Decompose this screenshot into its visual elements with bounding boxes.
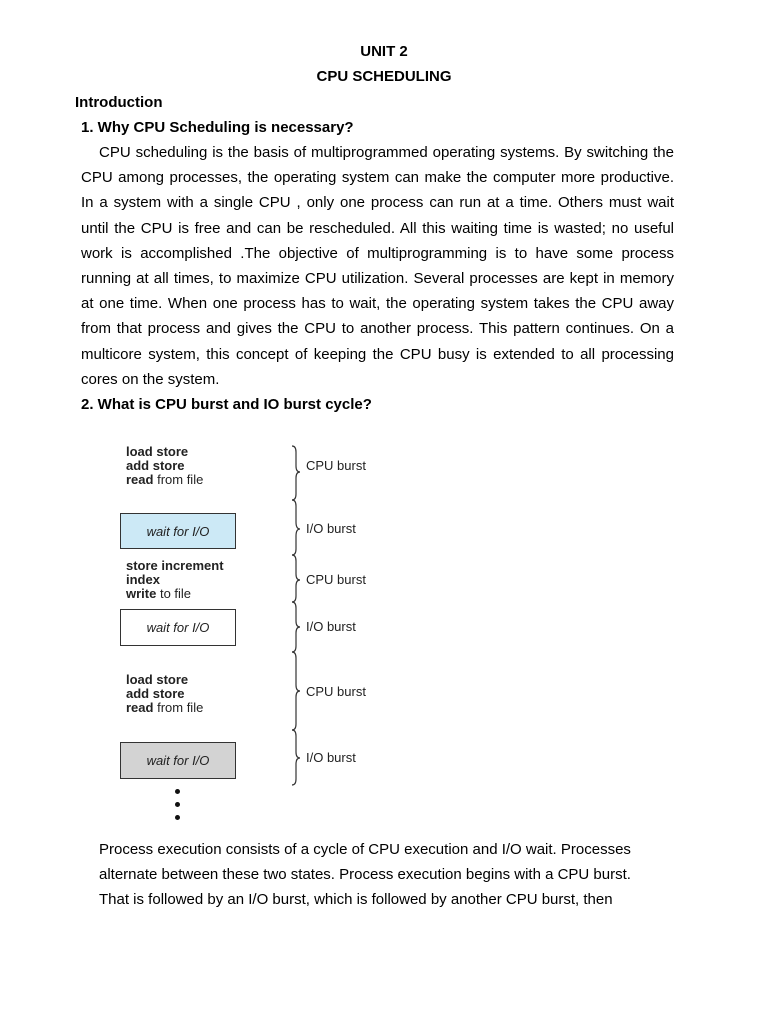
code-keyword: read <box>126 472 154 487</box>
brace-io-1 <box>292 500 300 555</box>
continuation-dot <box>175 815 180 820</box>
code-line: load store <box>126 444 189 459</box>
code-line <box>126 473 203 487</box>
code-block-2 <box>126 559 224 601</box>
code-rest: from file <box>153 472 204 487</box>
code-rest: from file <box>153 700 204 715</box>
continuation-dot <box>175 789 180 794</box>
burst-label-io-3: I/O burst <box>306 750 356 765</box>
brace-io-2 <box>292 602 300 652</box>
code-line: add store <box>126 686 185 701</box>
burst-label-io-1: I/O burst <box>306 521 356 536</box>
code-block-1 <box>126 445 203 487</box>
burst-label-io-2: I/O burst <box>306 619 356 634</box>
braces-svg <box>283 440 305 790</box>
closing-line-3: That is followed by an I/O burst, which is followed by another CPU burst, then <box>99 891 613 909</box>
intro-heading: Introduction <box>75 94 163 111</box>
q1-heading: 1. Why CPU Scheduling is necessary? <box>81 119 354 136</box>
q1-paragraph-text: CPU scheduling is the basis of multiprogrammed operating systems. By switching the CPU among processes, the operating system can make the computer more productive. In a system with a single CPU , only one process can run at a time. Others must wait until the CPU is free and can be rescheduled. All this waiting time is wasted; no useful work is accomplished .The objective of multiprogramming is to have some process running at all times, to maximize CPU utilization. Several processes are kept in memory at one time. When one process has to wait, the operating system takes the CPU away from that process and gives the CPU to another process. This pattern continues. On a multicore system, this concept of keeping the CPU busy is extended to all processing cores on the system. <box>81 144 674 388</box>
code-line: add store <box>126 458 185 473</box>
burst-label-cpu-2: CPU burst <box>306 572 366 587</box>
closing-line-1: Process execution consists of a cycle of CPU execution and I/O wait. Processes <box>99 841 631 858</box>
q2-heading: 2. What is CPU burst and IO burst cycle? <box>81 396 372 413</box>
q1-paragraph <box>81 140 674 392</box>
page-title: CPU SCHEDULING <box>316 68 452 85</box>
continuation-dot <box>175 802 180 807</box>
code-line <box>126 701 203 715</box>
brace-io-3 <box>292 730 300 785</box>
wait-io-box-1: wait for I/O <box>120 513 236 549</box>
code-keyword: read <box>126 700 154 715</box>
wait-io-box-2: wait for I/O <box>120 609 236 646</box>
code-line: load store <box>126 672 189 687</box>
code-keyword: write <box>126 586 157 601</box>
burst-label-cpu-3: CPU burst <box>306 684 366 699</box>
brace-cpu-1 <box>292 446 300 500</box>
code-line <box>126 587 224 601</box>
closing-paragraph <box>99 837 659 913</box>
wait-io-box-3: wait for I/O <box>120 742 236 779</box>
closing-line-2: alternate between these two states. Process execution begins with a CPU burst. <box>99 866 631 884</box>
unit-label: UNIT 2 <box>360 43 408 60</box>
brace-cpu-3 <box>292 652 300 730</box>
code-rest: to file <box>156 586 192 601</box>
code-line: index <box>126 572 160 587</box>
code-line: store increment <box>126 558 224 573</box>
brace-cpu-2 <box>292 555 300 602</box>
burst-label-cpu-1: CPU burst <box>306 458 366 473</box>
code-block-3 <box>126 673 203 715</box>
